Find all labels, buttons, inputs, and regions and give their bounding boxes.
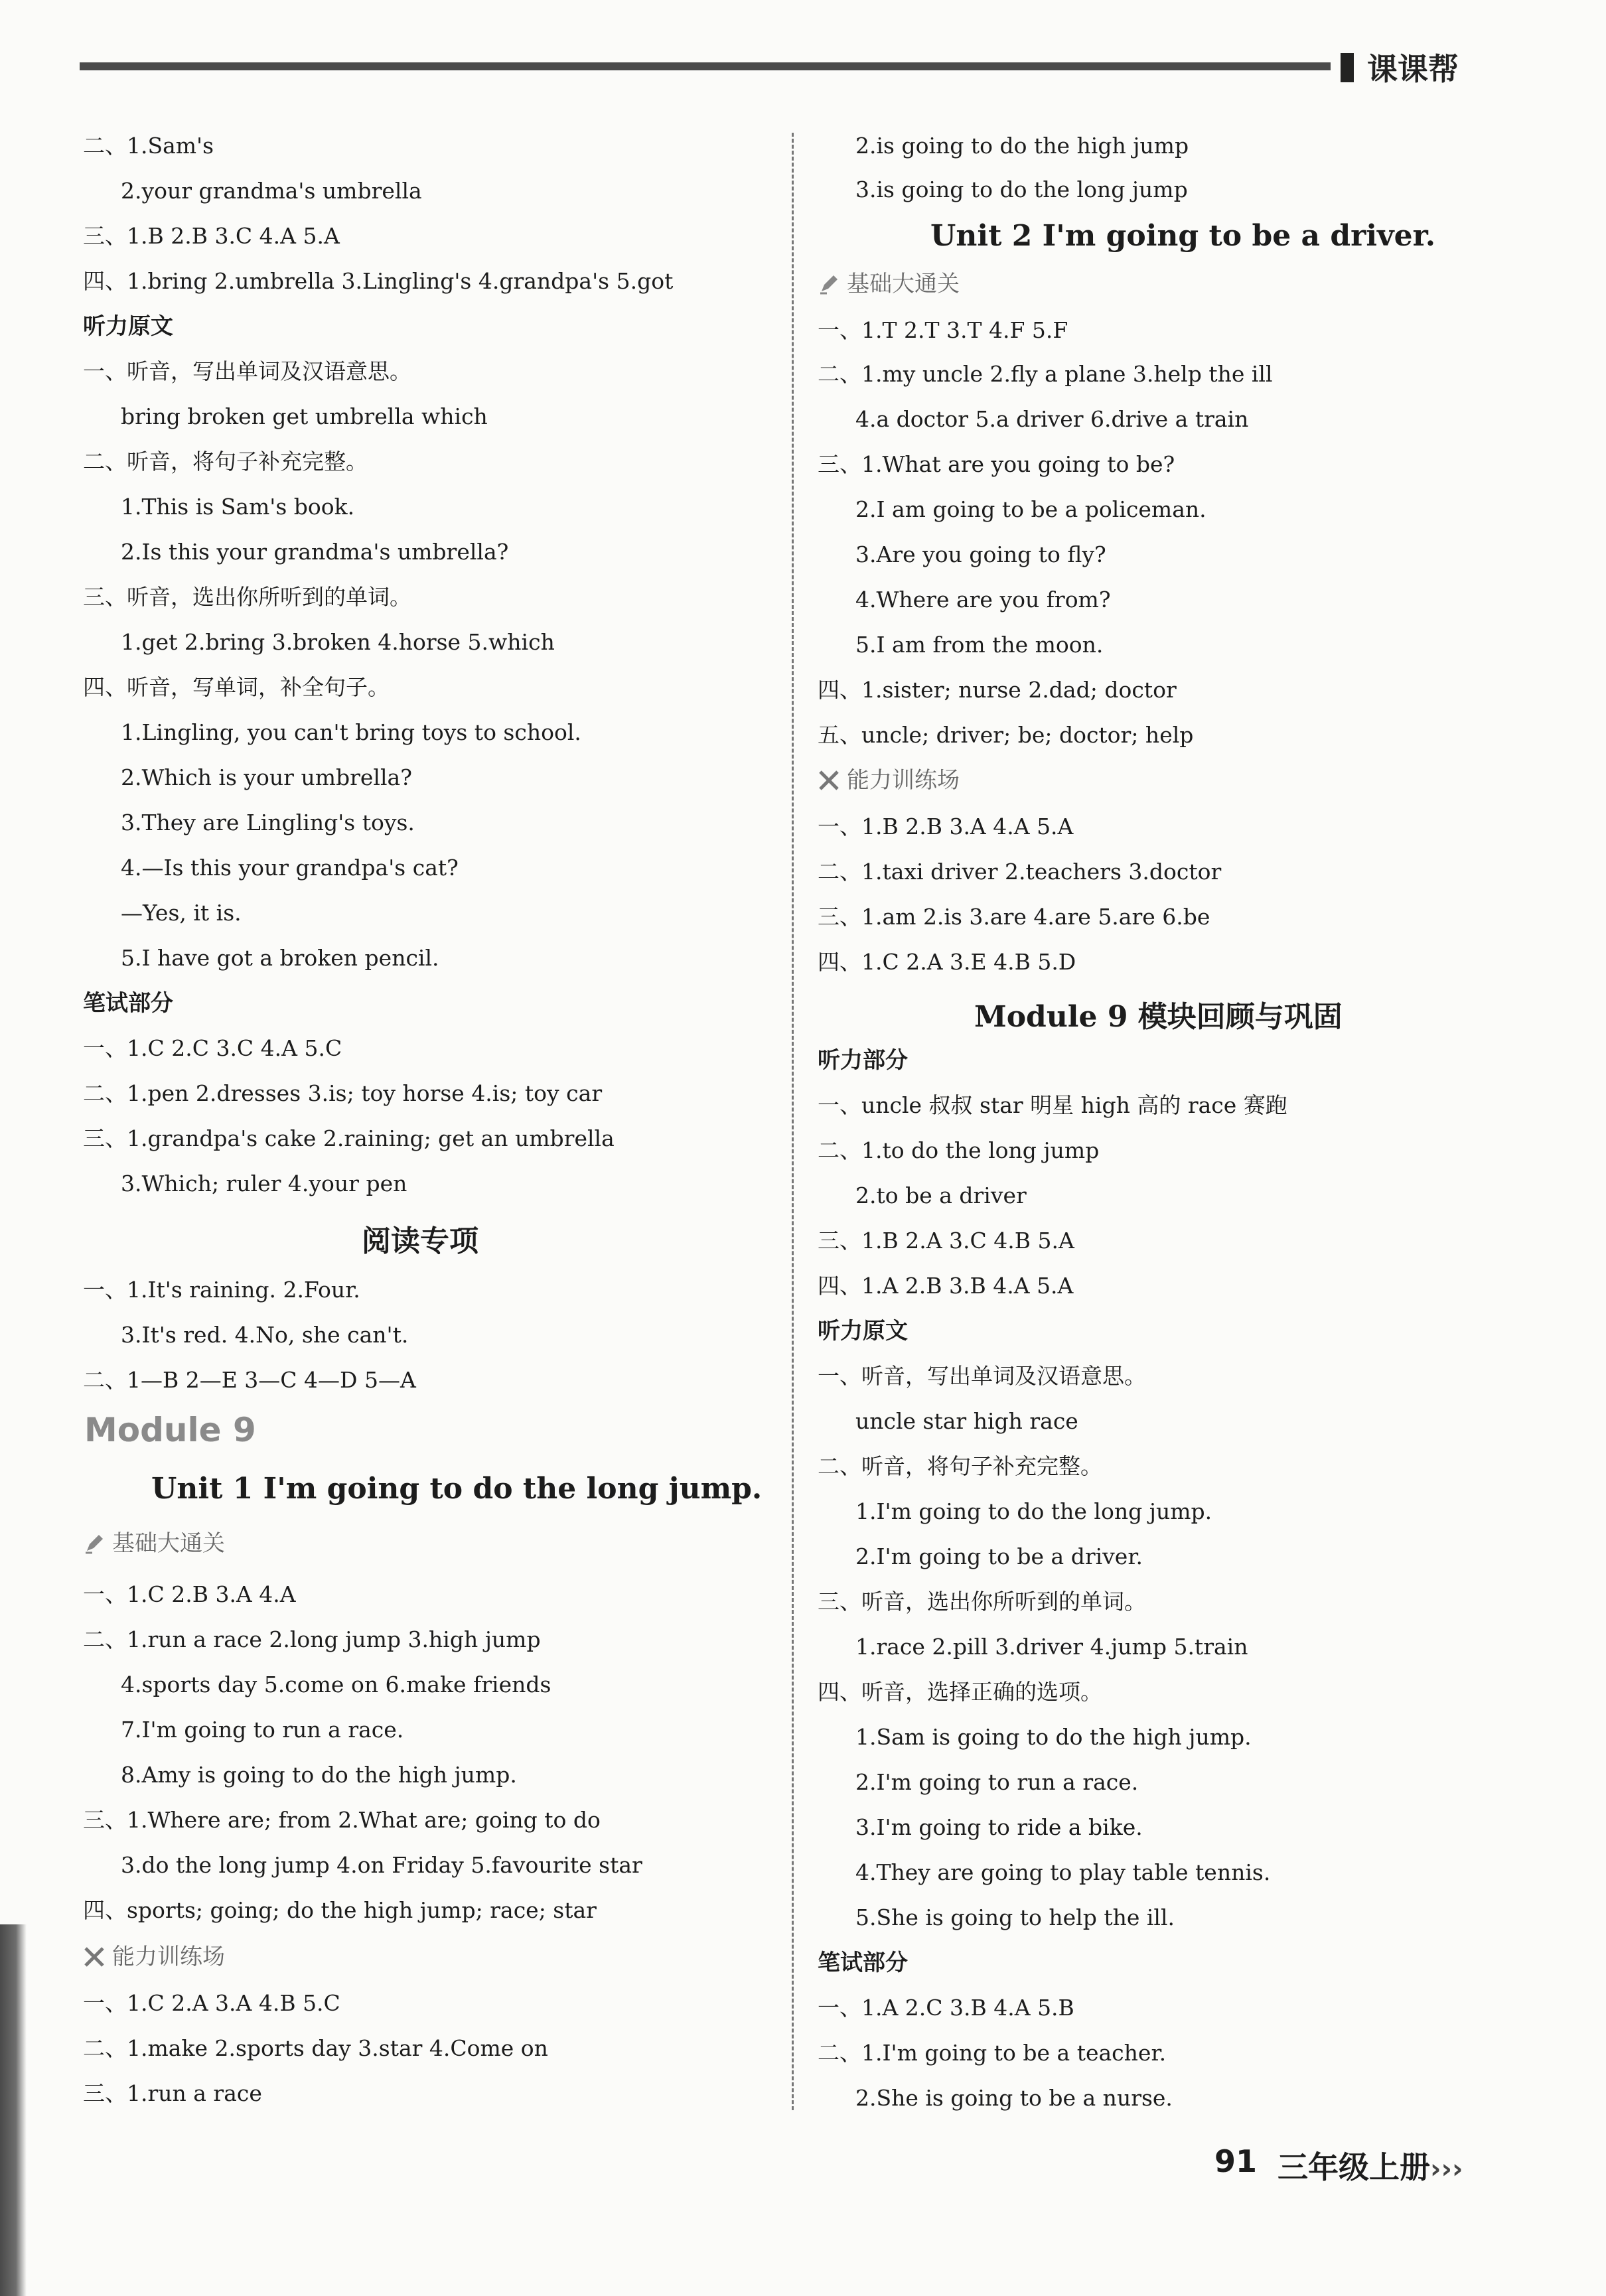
right-line: 2.She is going to be a nurse. <box>855 2085 1173 2111</box>
right-line: 三、1.B 2.A 3.C 4.B 5.A <box>818 1228 1074 1254</box>
right-line: 2.to be a driver <box>855 1183 1027 1208</box>
left-line: 2.your grandma's umbrella <box>121 178 422 204</box>
right-line: 二、1.I'm going to be a teacher. <box>818 2040 1167 2066</box>
left-line: 一、1.C 2.B 3.A 4.A <box>83 1581 296 1607</box>
pencil-icon <box>83 1532 106 1555</box>
header-rule <box>80 62 1331 70</box>
grade-text: 三年级上册 <box>1278 2149 1430 2185</box>
right-line: 3.Are you going to fly? <box>855 541 1106 567</box>
right-line: 二、1.taxi driver 2.teachers 3.doctor <box>818 859 1222 885</box>
left-line: 二、1.run a race 2.long jump 3.high jump <box>83 1626 541 1652</box>
crossed-tools-icon <box>83 1946 106 1968</box>
left-line: 二、1—B 2—E 3—C 4—D 5—A <box>83 1367 416 1393</box>
right-line: 听力原文 <box>818 1318 908 1344</box>
left-line: 1.This is Sam's book. <box>121 494 355 520</box>
left-line: 1.Lingling, you can't bring toys to school. <box>121 719 581 745</box>
left-line: 4.sports day 5.come on 6.make friends <box>121 1672 551 1697</box>
left-line: 1.get 2.bring 3.broken 4.horse 5.which <box>121 629 555 655</box>
left-line: 3.Which; ruler 4.your pen <box>121 1171 407 1196</box>
grade-label <box>1278 2143 1463 2187</box>
left-line: 二、听音，将句子补充完整。 <box>83 449 368 474</box>
left-line: 三、1.B 2.B 3.C 4.A 5.A <box>83 223 340 249</box>
right-line: 一、1.B 2.B 3.A 4.A 5.A <box>818 814 1074 839</box>
left-line: —Yes, it is. <box>121 900 242 926</box>
left-line: 三、1.grandpa's cake 2.raining; get an umbrella <box>83 1125 615 1151</box>
left-line: 四、sports; going; do the high jump; race; star <box>83 1897 597 1923</box>
page-number: 91 <box>1214 2143 1258 2179</box>
right-line: 五、uncle; driver; be; doctor; help <box>818 722 1194 748</box>
right-line: 2.I am going to be a policeman. <box>855 496 1206 522</box>
right-line: 四、1.sister; nurse 2.dad; doctor <box>818 677 1177 703</box>
left-line: 4.—Is this your grandpa's cat? <box>121 855 459 881</box>
left-line: 笔试部分 <box>83 990 173 1017</box>
ability-section-header-2 <box>818 767 960 794</box>
right-line: 1.race 2.pill 3.driver 4.jump 5.train <box>855 1634 1248 1660</box>
right-line: 5.I am from the moon. <box>855 632 1104 658</box>
right-line: 四、1.C 2.A 3.E 4.B 5.D <box>818 949 1076 975</box>
page-edge-shadow <box>0 1924 27 2296</box>
right-line: 一、uncle 叔叔 star 明星 high 高的 race 赛跑 <box>818 1092 1287 1118</box>
left-line: 一、听音，写出单词及汉语意思。 <box>83 358 411 384</box>
left-line: 四、1.bring 2.umbrella 3.Lingling's 4.grandpa's 5.got <box>83 268 674 294</box>
right-line: 1.Sam is going to do the high jump. <box>855 1724 1252 1750</box>
ability-section-header <box>83 1944 225 1970</box>
right-line: 1.I'm going to do the long jump. <box>855 1498 1212 1524</box>
left-line: 一、1.It's raining. 2.Four. <box>83 1277 360 1303</box>
left-line: 8.Amy is going to do the high jump. <box>121 1762 517 1788</box>
right-line: 三、1.am 2.is 3.are 4.are 5.are 6.be <box>818 904 1210 930</box>
right-line: 二、1.to do the long jump <box>818 1137 1100 1163</box>
right-line: 三、1.What are you going to be? <box>818 451 1175 477</box>
basic-section-header <box>83 1530 225 1557</box>
reading-section-title: 阅读专项 <box>362 1224 478 1258</box>
right-line: 笔试部分 <box>818 1950 908 1976</box>
right-line: 四、听音，选择正确的选项。 <box>818 1679 1102 1705</box>
left-line: bring broken get umbrella which <box>121 403 488 429</box>
left-line: 一、1.C 2.A 3.A 4.B 5.C <box>83 1990 340 2016</box>
right-line: 四、1.A 2.B 3.B 4.A 5.A <box>818 1273 1074 1299</box>
left-line: 三、听音，选出你所听到的单词。 <box>83 584 411 610</box>
left-line: 3.do the long jump 4.on Friday 5.favourite star <box>121 1852 642 1878</box>
left-line: 二、1.Sam's <box>83 133 214 159</box>
left-line: 2.Which is your umbrella? <box>121 764 412 790</box>
module-title: Module 9 <box>84 1411 256 1449</box>
right-line: 4.Where are you from? <box>855 587 1111 612</box>
unit1-title: Unit 1 I'm going to do the long jump. <box>151 1472 763 1506</box>
right-line: 4.a doctor 5.a driver 6.drive a train <box>855 406 1249 432</box>
basic-section-header-2 <box>818 271 960 297</box>
basic-section-label: 基础大通关 <box>112 1530 225 1557</box>
crossed-tools-icon <box>818 769 840 792</box>
left-line: 三、1.Where are; from 2.What are; going to do <box>83 1807 601 1833</box>
right-line: 2.I'm going to be a driver. <box>855 1543 1143 1569</box>
left-line: 3.It's red. 4.No, she can't. <box>121 1322 409 1348</box>
left-line: 5.I have got a broken pencil. <box>121 945 439 971</box>
left-line: 三、1.run a race <box>83 2080 262 2106</box>
brand-mark <box>1341 53 1354 82</box>
left-line: 3.They are Lingling's toys. <box>121 810 415 835</box>
pencil-icon <box>818 273 840 295</box>
basic-section-label-2: 基础大通关 <box>847 271 960 297</box>
right-line: 3.is going to do the long jump <box>855 177 1188 202</box>
left-line: 二、1.make 2.sports day 3.star 4.Come on <box>83 2035 548 2061</box>
brand-logo: 课课帮 <box>1367 51 1459 87</box>
left-line: 二、1.pen 2.dresses 3.is; toy horse 4.is; toy car <box>83 1080 603 1106</box>
right-line: 5.She is going to help the ill. <box>855 1904 1175 1930</box>
ability-section-label: 能力训练场 <box>112 1944 225 1970</box>
ability-section-label-2: 能力训练场 <box>847 767 960 794</box>
right-line: 3.I'm going to ride a bike. <box>855 1814 1143 1840</box>
column-divider <box>792 133 794 2110</box>
right-line: 一、1.A 2.C 3.B 4.A 5.B <box>818 1995 1074 2021</box>
right-line: 三、听音，选出你所听到的单词。 <box>818 1589 1146 1614</box>
chevrons-icon: ››› <box>1430 2154 1463 2185</box>
right-line: 4.They are going to play table tennis. <box>855 1859 1271 1885</box>
right-line: 听力部分 <box>818 1047 908 1074</box>
right-line: 一、听音，写出单词及汉语意思。 <box>818 1363 1146 1389</box>
left-line: 一、1.C 2.C 3.C 4.A 5.C <box>83 1035 342 1061</box>
right-line: 二、听音，将句子补充完整。 <box>818 1453 1102 1479</box>
left-line: 2.Is this your grandma's umbrella? <box>121 539 509 565</box>
left-line: 7.I'm going to run a race. <box>121 1717 404 1743</box>
right-line: 2.is going to do the high jump <box>855 133 1189 159</box>
right-line: uncle star high race <box>855 1408 1078 1434</box>
right-line: 2.I'm going to run a race. <box>855 1769 1139 1795</box>
right-line: 一、1.T 2.T 3.T 4.F 5.F <box>818 317 1068 343</box>
right-line: 二、1.my uncle 2.fly a plane 3.help the ill <box>818 361 1273 387</box>
left-line: 四、听音，写单词，补全句子。 <box>83 674 390 700</box>
unit2-title: Unit 2 I'm going to be a driver. <box>930 219 1436 253</box>
module9-review-title: Module 9 模块回顾与巩固 <box>974 1000 1343 1034</box>
left-line: 听力原文 <box>83 313 173 340</box>
